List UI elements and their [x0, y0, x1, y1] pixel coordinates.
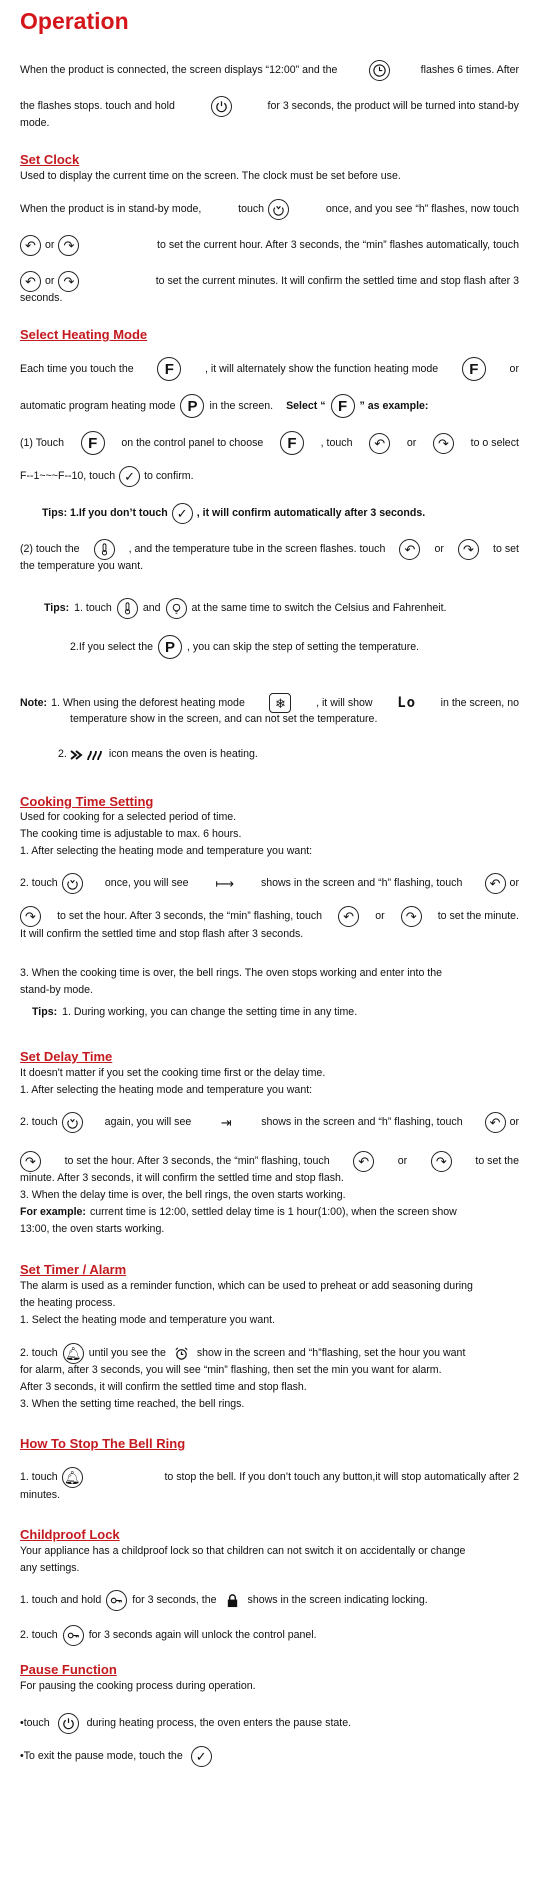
childproof-line-3: 1. touch and hold for 3 seconds, the shows in the screen indicating locking. — [20, 1590, 519, 1611]
heading-timer-alarm: Set Timer / Alarm — [20, 1262, 127, 1277]
alarm-line-2: the heating process. — [20, 1297, 116, 1309]
cooking-line-6: It will confirm the settled time and stop flash after 3 seconds. — [20, 928, 304, 940]
bell-icon: 🔔︎ — [63, 1343, 84, 1364]
heading-stop-bell: How To Stop The Bell Ring — [20, 1436, 186, 1451]
alarm-line-7: 3. When the setting time reached, the bell rings. — [20, 1398, 245, 1410]
heating-arrows-icon — [70, 744, 106, 765]
set-clock-line-4: ↶ or ↷ to set the current minutes. It will confirm the settled time and stop flash after 3 — [20, 271, 519, 292]
plus-icon: ↷ — [433, 433, 454, 454]
cooking-line-2: The cooking time is adjustable to max. 6 hours. — [20, 828, 242, 840]
minus-icon: ↶ — [20, 235, 41, 256]
clock-icon — [369, 60, 390, 81]
bell-icon: 🔔︎ — [62, 1467, 83, 1488]
set-clock-line-3: ↶ or ↷ to set the current hour. After 3 seconds, the “min” flashes automatically, touch — [20, 235, 519, 256]
confirm-check-icon: ✓ — [119, 466, 140, 487]
minus-icon: ↶ — [369, 433, 390, 454]
set-clock-line-2: When the product is in stand-by mode, touch once, and you see “h” flashes, now touch — [20, 199, 519, 220]
duration-icon: ⟼ — [211, 873, 239, 894]
function-f-icon: F — [280, 431, 304, 455]
heating-tip-2: Tips: 1. touch and at the same time to switch the Celsius and Fahrenheit. — [44, 598, 519, 619]
alarm-line-4: 2. touch 🔔︎ until you see the show in the screen and “h”flashing, set the hour you want — [20, 1343, 519, 1364]
key-icon — [63, 1625, 84, 1646]
heading-set-clock: Set Clock — [20, 152, 80, 167]
intro-line-1: When the product is connected, the screen displays “12:00” and the flashes 6 times. After — [20, 60, 519, 81]
plus-icon: ↷ — [431, 1151, 452, 1172]
childproof-line-1: Your appliance has a childproof lock so that children can not switch it on accidentally or change — [20, 1545, 466, 1557]
delay-line-1: It doesn't matter if you set the cooking time first or the delay time. — [20, 1067, 326, 1079]
delay-example-2: 13:00, the oven starts working. — [20, 1223, 165, 1235]
key-icon — [106, 1590, 127, 1611]
set-clock-line-5: seconds. — [20, 292, 63, 304]
confirm-check-icon: ✓ — [172, 503, 193, 524]
cooking-line-7: 3. When the cooking time is over, the bell rings. The oven stops working and enter into the — [20, 967, 443, 979]
light-bulb-icon — [166, 598, 187, 619]
minus-icon: ↶ — [399, 539, 420, 560]
alarm-clock-icon — [171, 1343, 192, 1364]
program-p-icon: P — [180, 394, 204, 418]
intro-line-2: the flashes stops. touch and hold for 3 seconds, the product will be turned into stand-by — [20, 96, 519, 117]
delay-arrow-icon: ⇥ — [213, 1112, 239, 1133]
alarm-line-5: for alarm, after 3 seconds, you will see “min” flashing, then set the min you want for alarm. — [20, 1364, 442, 1376]
delay-example-1: For example: current time is 12:00, settled delay time is 1 hour(1:00), when the screen show — [20, 1206, 457, 1218]
heading-childproof-lock: Childproof Lock — [20, 1527, 120, 1542]
function-f-icon: F — [157, 357, 181, 381]
timer-icon — [62, 1112, 83, 1133]
minus-icon: ↶ — [485, 1112, 506, 1133]
lock-icon — [222, 1590, 243, 1611]
intro-line-3: mode. — [20, 117, 50, 129]
cooking-line-1: Used for cooking for a selected period of time. — [20, 811, 237, 823]
heating-tip-1: Tips: 1.If you don’t touch ✓ , it will confirm automatically after 3 seconds. — [42, 503, 519, 524]
function-f-icon: F — [331, 394, 355, 418]
plus-icon: ↷ — [401, 906, 422, 927]
heating-line-1: Each time you touch the F , it will alternately show the function heating mode F or — [20, 357, 519, 381]
plus-icon: ↷ — [458, 539, 479, 560]
defrost-icon: ❄ — [269, 693, 291, 713]
alarm-line-1: The alarm is used as a reminder function, which can be used to preheat or add seasoning during — [20, 1280, 473, 1292]
cooking-line-3: 1. After selecting the heating mode and temperature you want: — [20, 845, 313, 857]
delay-line-2: 1. After selecting the heating mode and temperature you want: — [20, 1084, 313, 1096]
minus-icon: ↶ — [485, 873, 506, 894]
heading-pause-function: Pause Function — [20, 1662, 117, 1677]
plus-icon: ↷ — [58, 271, 79, 292]
timer-icon — [62, 873, 83, 894]
heading-heating-mode: Select Heating Mode — [20, 327, 148, 342]
heating-line-6: the temperature you want. — [20, 560, 144, 572]
heating-line-4: F--1~~~F--10, touch ✓ to confirm. — [20, 466, 519, 487]
power-icon — [58, 1713, 79, 1734]
program-p-icon: P — [158, 635, 182, 659]
delay-line-4: ↷ to set the hour. After 3 seconds, the “min” flashing, touch ↶ or ↷ to set the — [20, 1151, 519, 1172]
minus-icon: ↶ — [20, 271, 41, 292]
heading-cooking-time: Cooking Time Setting — [20, 794, 154, 809]
pause-line-2: •touch during heating process, the oven enters the pause state. — [20, 1713, 519, 1734]
heading-delay-time: Set Delay Time — [20, 1049, 113, 1064]
plus-icon: ↷ — [20, 906, 41, 927]
delay-line-5: minute. After 3 seconds, it will confirm the settled time and stop flash. — [20, 1172, 344, 1184]
heating-line-5: (2) touch the , and the temperature tube in the screen flashes. touch ↶ or ↷ to set — [20, 539, 519, 560]
heating-line-3: (1) Touch F on the control panel to choose F , touch ↶ or ↷ to o select — [20, 431, 519, 455]
note-line-2: temperature show in the screen, and can not set the temperature. — [70, 713, 378, 725]
confirm-check-icon: ✓ — [191, 1746, 212, 1767]
plus-icon: ↷ — [58, 235, 79, 256]
timer-icon — [268, 199, 289, 220]
thermometer-icon — [94, 539, 115, 560]
minus-icon: ↶ — [338, 906, 359, 927]
page-title: Operation — [20, 8, 129, 34]
cooking-tip: Tips: 1. During working, you can change the setting time in any time. — [32, 1006, 358, 1018]
heating-tip-3: 2.If you select the P , you can skip the step of setting the temperature. — [70, 635, 519, 659]
minus-icon: ↶ — [353, 1151, 374, 1172]
delay-line-6: 3. When the delay time is over, the bell rings, the oven starts working. — [20, 1189, 346, 1201]
pause-line-1: For pausing the cooking process during operation. — [20, 1680, 256, 1692]
thermometer-icon — [117, 598, 138, 619]
function-f-icon: F — [81, 431, 105, 455]
note-line-1: Note: 1. When using the deforest heating mode ❄ , it will show Lo in the screen, no — [20, 693, 519, 713]
cooking-line-4: 2. touch once, you will see ⟼ shows in the screen and “h” flashing, touch ↶ or — [20, 873, 519, 894]
childproof-line-2: any settings. — [20, 1562, 80, 1574]
cooking-line-5: ↷ to set the hour. After 3 seconds, the “min” flashing, touch ↶ or ↷ to set the minute. — [20, 906, 519, 927]
alarm-line-3: 1. Select the heating mode and temperature you want. — [20, 1314, 276, 1326]
stop-bell-line-1: 1. touch 🔔︎ to stop the bell. If you don’t touch any button,it will stop automatically after 2 — [20, 1467, 519, 1488]
stop-bell-line-2: minutes. — [20, 1489, 61, 1501]
heating-line-2: automatic program heating mode P in the screen. Select “ F ” as example: — [20, 394, 519, 418]
note-line-3: 2. icon means the oven is heating. — [58, 744, 519, 765]
delay-line-3: 2. touch again, you will see ⇥ shows in the screen and “h” flashing, touch ↶ or — [20, 1112, 519, 1133]
plus-icon: ↷ — [20, 1151, 41, 1172]
lo-display: Lo — [397, 694, 417, 711]
power-icon — [211, 96, 232, 117]
pause-line-3: •To exit the pause mode, touch the ✓ — [20, 1746, 519, 1767]
childproof-line-4: 2. touch for 3 seconds again will unlock the control panel. — [20, 1625, 519, 1646]
alarm-line-6: After 3 seconds, it will confirm the settled time and stop flash. — [20, 1381, 307, 1393]
set-clock-line-1: Used to display the current time on the screen. The clock must be set before use. — [20, 170, 401, 182]
function-f-icon: F — [462, 357, 486, 381]
cooking-line-8: stand-by mode. — [20, 984, 94, 996]
